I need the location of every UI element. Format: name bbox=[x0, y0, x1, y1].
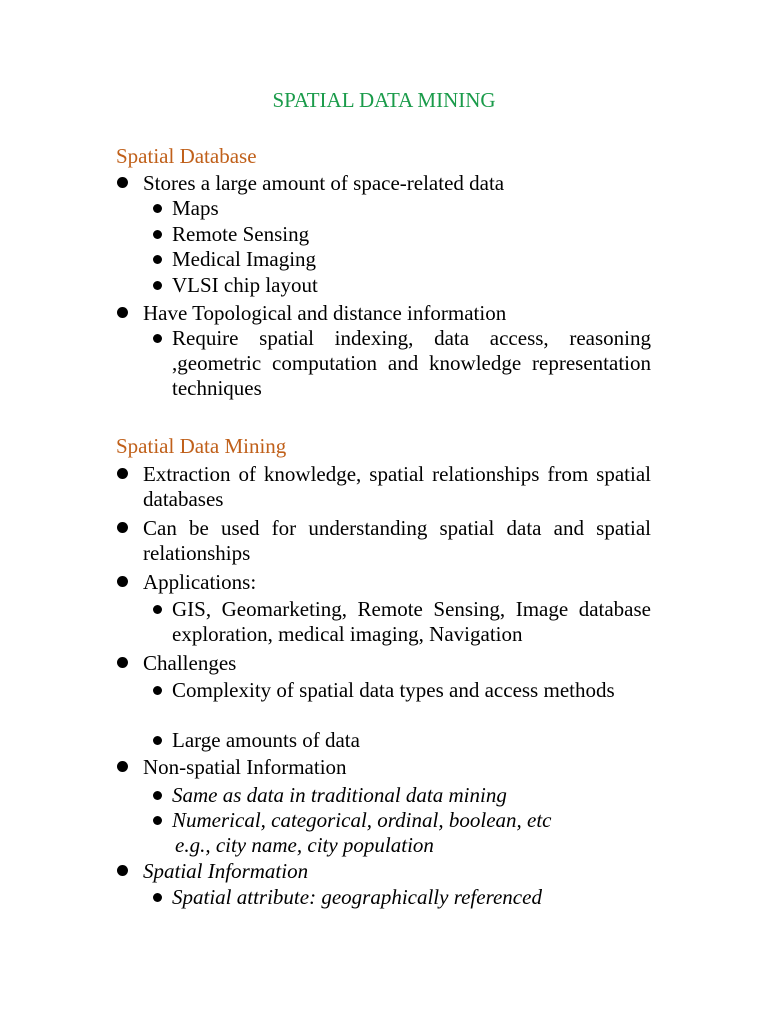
section-heading-spatial-database: Spatial Database bbox=[116, 144, 257, 168]
list-item: Non-spatial Information bbox=[143, 755, 347, 779]
list-item: Extraction of knowledge, spatial relationships from spatial databases bbox=[143, 462, 651, 511]
list-item: Stores a large amount of space-related data bbox=[143, 171, 505, 195]
bullet-icon bbox=[153, 791, 162, 800]
bullet-icon bbox=[117, 177, 128, 188]
list-item: Applications: bbox=[143, 570, 257, 594]
sub-list-item: Same as data in traditional data mining bbox=[172, 783, 507, 807]
sub-list-item: Complexity of spatial data types and access methods bbox=[172, 678, 615, 702]
example-note: e.g., city name, city population bbox=[175, 833, 434, 857]
bullet-icon bbox=[117, 522, 128, 533]
sub-list-item: Large amounts of data bbox=[172, 728, 360, 752]
bullet-icon bbox=[153, 334, 162, 343]
bullet-icon bbox=[153, 686, 162, 695]
sub-list-item: Medical Imaging bbox=[172, 247, 317, 271]
sub-list-item: Maps bbox=[172, 196, 219, 220]
list-item: Challenges bbox=[143, 651, 237, 675]
bullet-icon bbox=[153, 281, 162, 290]
sub-list-item: Spatial attribute: geographically referenced bbox=[172, 885, 542, 909]
list-item: Can be used for understanding spatial data and spatial relationships bbox=[143, 516, 651, 565]
document-title: SPATIAL DATA MINING bbox=[272, 88, 496, 112]
bullet-icon bbox=[117, 865, 128, 876]
bullet-icon bbox=[117, 761, 128, 772]
sub-list-item: GIS, Geomarketing, Remote Sensing, Image database exploration, medical imaging, Navigation bbox=[172, 597, 651, 646]
bullet-icon bbox=[153, 255, 162, 264]
bullet-icon bbox=[153, 893, 162, 902]
bullet-icon bbox=[117, 657, 128, 668]
bullet-icon bbox=[117, 307, 128, 318]
bullet-icon bbox=[117, 468, 128, 479]
list-item: Have Topological and distance information bbox=[143, 301, 507, 325]
sub-list-item: Remote Sensing bbox=[172, 222, 310, 246]
bullet-icon bbox=[117, 576, 128, 587]
section-heading-spatial-data-mining: Spatial Data Mining bbox=[116, 434, 287, 458]
list-item: Spatial Information bbox=[143, 859, 309, 883]
sub-list-item: VLSI chip layout bbox=[172, 273, 318, 297]
bullet-icon bbox=[153, 816, 162, 825]
bullet-icon bbox=[153, 605, 162, 614]
bullet-icon bbox=[153, 230, 162, 239]
sub-list-item: Require spatial indexing, data access, reasoning ,geometric computation and knowledge representation techniques bbox=[172, 326, 651, 400]
bullet-icon bbox=[153, 204, 162, 213]
bullet-icon bbox=[153, 736, 162, 745]
sub-list-item: Numerical, categorical, ordinal, boolean, etc bbox=[172, 808, 552, 832]
